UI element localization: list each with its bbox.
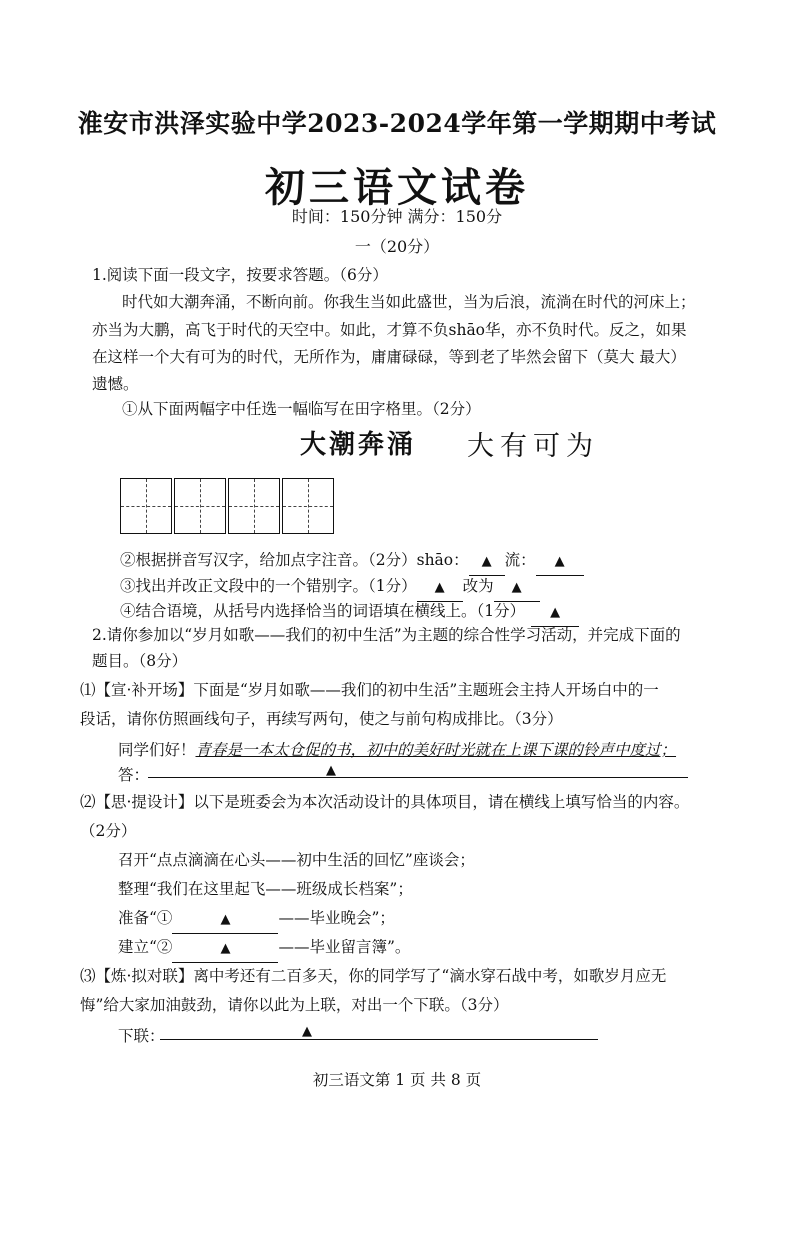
item4-pre: 建立“②	[118, 938, 173, 956]
q2-prompt-line: 题目。（8分）	[92, 652, 188, 670]
calligraphy-option-1: 大潮奔涌	[300, 430, 417, 460]
school-title: 淮安市洪泽实验中学2023-2024学年第一学期期中考试	[77, 109, 717, 138]
item4-post: ——毕业留言簿”。	[278, 938, 411, 956]
item3-pre: 准备“①	[118, 909, 173, 927]
q1-sub2	[120, 547, 584, 576]
activity-item-blank-1	[118, 905, 395, 934]
answer-mark-icon: ▲	[302, 1024, 312, 1039]
q1-prompt: 1.阅读下面一段文字，按要求答题。（6分）	[92, 266, 388, 284]
q1-sub3-mid: 改为	[462, 577, 494, 595]
q2-part2-line: ⑵【思·提设计】以下是班委会为本次活动设计的具体项目，请在横线上填写恰当的内容。	[80, 793, 690, 811]
q1-passage-line: 亦当为大鹏，高飞于时代的天空中。如此，才算不负shāo华，亦不负时代。反之，如果	[92, 321, 687, 339]
q2-part1-line: ⑴【宣·补开场】下面是“岁月如歌——我们的初中生活”主题班会主持人开场白中的一	[80, 681, 659, 699]
couplet-answer-line[interactable]	[160, 1039, 598, 1040]
q2-part2-line: （2分）	[80, 822, 137, 840]
activity-item: 召开“点点滴滴在心头——初中生活的回忆”座谈会；	[118, 851, 475, 869]
answer-blank[interactable]	[172, 905, 278, 934]
tianzige-cell[interactable]	[174, 478, 226, 534]
answer-blank[interactable]	[469, 547, 505, 576]
activity-item-blank-2	[118, 934, 410, 963]
q1-passage-line: 在这样一个大有可为的时代，无所作为，庸庸碌碌，等到老了毕然会留下（莫大 最大）	[92, 348, 686, 366]
tianzige-cell[interactable]	[120, 478, 172, 534]
q1-sub3-label: ③找出并改正文段中的一个错别字。（1分）	[120, 577, 417, 595]
q1-sub2-label: ②根据拼音写汉字，给加点字注音。（2分）shāo：	[120, 551, 469, 569]
couplet-label: 下联：	[118, 1027, 165, 1045]
sample-sentence: 青春是一本太仓促的书，初中的美好时光就在上课下课的铃声中度过；	[195, 741, 677, 759]
answer-mark-icon: ▲	[434, 580, 445, 595]
tianzige-cell[interactable]	[228, 478, 280, 534]
q2-part3-line: 悔”给大家加油鼓劲，请你以此为上联，对出一个下联。（3分）	[80, 996, 509, 1014]
tianzige-grid	[120, 478, 336, 534]
q2-sample	[118, 737, 676, 763]
answer-mark-icon: ▲	[554, 554, 565, 569]
q2-part1-line: 段话，请你仿照画线句子，再续写两句，使之与前句构成排比。（3分）	[80, 710, 563, 728]
q1-sub2-mid: 流：	[504, 551, 536, 569]
q1-sub4-label: ④结合语境，从括号内选择恰当的词语填在横线上。（1分）	[120, 602, 526, 620]
answer-mark-icon: ▲	[326, 763, 336, 778]
answer-label: 答：	[118, 766, 150, 784]
q2-prompt-line: 2.请你参加以“岁月如歌——我们的初中生活”为主题的综合性学习活动，并完成下面的	[92, 626, 681, 644]
answer-mark-icon: ▲	[481, 554, 492, 569]
answer-blank[interactable]	[172, 934, 278, 963]
q1-sub1: ①从下面两幅字中任选一幅临写在田字格里。（2分）	[122, 400, 481, 418]
answer-line[interactable]	[148, 777, 688, 778]
section-label: 一（20分）	[354, 237, 440, 256]
answer-mark-icon: ▲	[220, 941, 231, 956]
calligraphy-option-2: 大有可为	[467, 431, 599, 462]
exam-info: 时间：150分钟 满分：150分	[291, 207, 503, 226]
activity-item: 整理“我们在这里起飞——班级成长档案”；	[118, 880, 413, 898]
item3-post: ——毕业晚会”；	[278, 909, 395, 927]
page-footer: 初三语文第 1 页 共 8 页	[312, 1071, 482, 1089]
answer-mark-icon: ▲	[550, 605, 561, 620]
exam-title: 初三语文试卷	[265, 164, 529, 211]
tianzige-cell[interactable]	[282, 478, 334, 534]
q1-passage-line: 时代如大潮奔涌，不断向前。你我生当如此盛世，当为后浪，流淌在时代的河床上；	[122, 293, 696, 311]
answer-mark-icon: ▲	[220, 912, 231, 927]
q2-part3-line: ⑶【炼·拟对联】离中考还有二百多天，你的同学写了“滴水穿石战中考，如歌岁月应无	[80, 967, 667, 985]
answer-blank[interactable]	[536, 547, 584, 576]
greeting: 同学们好！	[118, 741, 196, 759]
answer-mark-icon: ▲	[511, 580, 522, 595]
q1-passage-line: 遗憾。	[92, 375, 139, 393]
